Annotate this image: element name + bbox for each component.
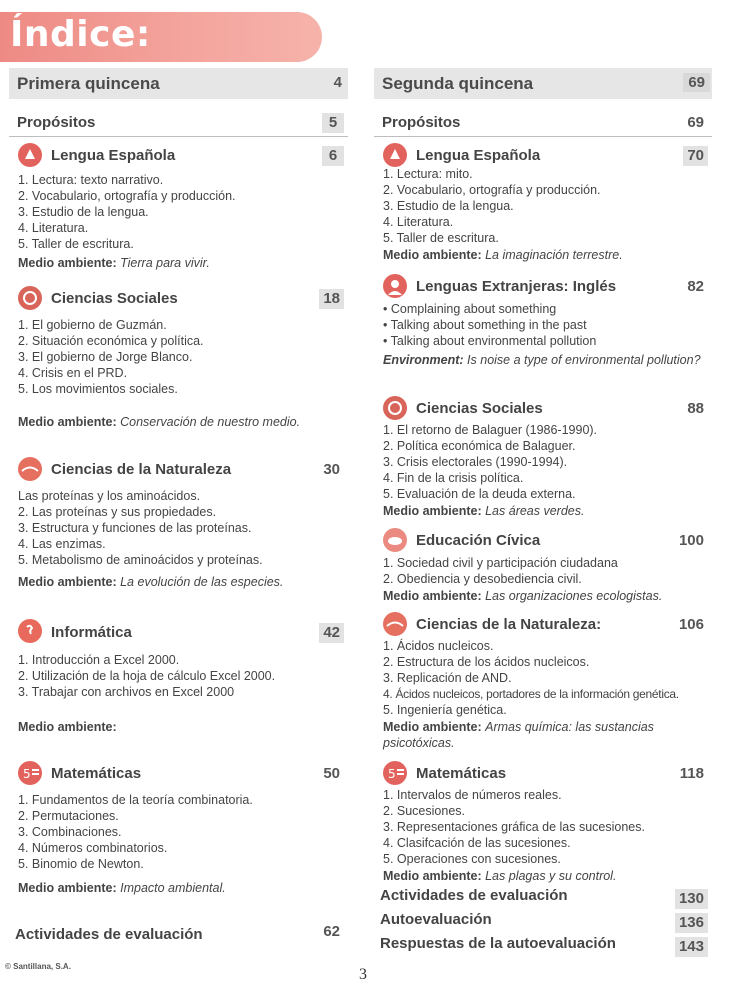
- propositos-label: Propósitos: [17, 114, 96, 131]
- list-item: 1. Ácidos nucleicos.: [383, 639, 494, 653]
- section-page: 70: [683, 146, 708, 166]
- bottom-page: 130: [675, 889, 708, 909]
- section-title: Ciencias de la Naturaleza: [51, 461, 232, 478]
- section-matematicas: [9, 760, 348, 896]
- sociales-icon: [17, 285, 43, 311]
- section-ingles: [374, 273, 712, 368]
- list-item: 2. Sucesiones.: [383, 804, 465, 818]
- section-title: Matemáticas: [416, 765, 507, 782]
- list-item: 5. Taller de escritura.: [18, 237, 134, 251]
- section-ciencias-naturaleza-2: [374, 611, 712, 751]
- section-page: 42: [319, 623, 344, 643]
- list-item: 1. Intervalos de números reales.: [383, 788, 562, 802]
- list-item: 5. Taller de escritura.: [383, 231, 499, 245]
- medio-ambiente: Medio ambiente: La imaginación terrestre.: [383, 248, 623, 262]
- propositos-row: [9, 111, 348, 137]
- section-informatica: [9, 618, 348, 735]
- quincena-title: Segunda quincena: [382, 74, 534, 93]
- list-item: 4. Crisis en el PRD.: [18, 366, 128, 380]
- list-item: 5. Los movimientos sociales.: [18, 382, 178, 396]
- copyright: © Santillana, S.A.: [5, 962, 71, 971]
- quincena-page: 69: [683, 73, 710, 92]
- lengua-icon: [17, 142, 43, 168]
- list-item: 2. Estructura de los ácidos nucleicos.: [383, 655, 590, 669]
- list-item: 2. Vocabulario, ortografía y producción.: [383, 183, 601, 197]
- bottom-page: 143: [675, 937, 708, 957]
- list-item: 2. Utilización de la hoja de cálculo Excel 2000.: [18, 669, 276, 683]
- bottom-label: Respuestas de la autoevaluación: [380, 935, 616, 952]
- list-item: 1. Introducción a Excel 2000.: [18, 653, 180, 667]
- list-item: 1. Lectura: mito.: [383, 167, 473, 181]
- list-item: 3. Estudio de la lengua.: [383, 199, 514, 213]
- propositos-row: [374, 111, 712, 137]
- list-item: 5. Binomio de Newton.: [18, 857, 144, 871]
- section-title: Lengua Española: [416, 147, 541, 164]
- ingles-icon: [382, 273, 408, 299]
- svg-text:5: 5: [388, 767, 396, 781]
- section-page: 118: [679, 765, 704, 782]
- list-item: 4. Ácidos nucleicos, portadores de la información genética.: [383, 687, 679, 701]
- list-item: 2. Obediencia y desobediencia civil.: [383, 572, 582, 586]
- list-item: 2. Las proteínas y sus propiedades.: [18, 505, 217, 519]
- bottom-label: Actividades de evaluación: [380, 887, 568, 904]
- list-item: 4. Clasifcación de las sucesiones.: [383, 836, 571, 850]
- medio-ambiente: Medio ambiente: Conservación de nuestro medio.: [18, 415, 301, 429]
- section-page: 30: [323, 461, 340, 478]
- medio-ambiente: Medio ambiente: Las plagas y su control.: [383, 869, 617, 883]
- list-item: • Complaining about something: [383, 302, 557, 316]
- list-item: 4. Literatura.: [18, 221, 89, 235]
- svg-text:5: 5: [23, 767, 31, 781]
- list-item: 3. Trabajar con archivos en Excel 2000: [18, 685, 235, 699]
- section-title: Ciencias Sociales: [51, 290, 178, 307]
- medio-ambiente: Medio ambiente: Las áreas verdes.: [383, 504, 585, 518]
- section-page: 100: [678, 532, 704, 549]
- medio-ambiente: Medio ambiente: Impacto ambiental.: [18, 881, 226, 895]
- medio-ambiente: Medio ambiente: Las organizaciones ecologistas.: [383, 589, 663, 603]
- matematicas-icon: [17, 760, 43, 786]
- section-lengua-espanola: [9, 142, 348, 271]
- list-item: 4. Fin de la crisis política.: [383, 471, 524, 485]
- page-number: 3: [359, 966, 367, 983]
- bottom-label: Autoevaluación: [380, 911, 492, 928]
- section-title: Ciencias Sociales: [416, 400, 543, 417]
- medio-ambiente: Medio ambiente: Tierra para vivir.: [18, 256, 210, 270]
- list-item: 2. Política económica de Balaguer.: [383, 439, 576, 453]
- list-item: 3. Representaciones gráfica de las sucesiones.: [383, 820, 645, 834]
- list-item: 1. Lectura: texto narrativo.: [18, 173, 164, 187]
- quincena-header: [9, 68, 348, 99]
- section-page: 88: [687, 400, 704, 417]
- propositos-page: 69: [687, 114, 704, 131]
- list-item: 4. Las enzimas.: [18, 537, 106, 551]
- list-item: 2. Situación económica y política.: [18, 334, 204, 348]
- section-page: 50: [323, 765, 340, 782]
- lengua-icon: [382, 142, 408, 168]
- naturaleza-icon: [17, 456, 43, 482]
- section-ciencias-naturaleza: [9, 456, 348, 590]
- section-title: Lenguas Extranjeras: Inglés: [416, 278, 617, 295]
- list-item: 2. Permutaciones.: [18, 809, 119, 823]
- propositos-page: 5: [322, 113, 344, 133]
- section-ciencias-sociales-2: [374, 395, 712, 519]
- section-page: 106: [678, 616, 704, 633]
- list-item: 4. Números combinatorios.: [18, 841, 168, 855]
- quincena-page: 4: [333, 74, 342, 91]
- list-item: 5. Metabolismo de aminoácidos y proteínas.: [18, 553, 263, 567]
- actividades-page: 62: [323, 923, 340, 940]
- list-item: 2. Vocabulario, ortografía y producción.: [18, 189, 236, 203]
- list-item: 1. Fundamentos de la teoría combinatoria.: [18, 793, 253, 807]
- list-item: 3. Crisis electorales (1990-1994).: [383, 455, 568, 469]
- matematicas-icon: [382, 760, 408, 786]
- list-item: 5. Ingeniería genética.: [383, 703, 507, 717]
- bottom-page: 136: [675, 913, 708, 933]
- section-lengua-espanola-2: [374, 142, 712, 263]
- respuestas-row: [374, 935, 712, 957]
- section-title: Educación Cívica: [416, 532, 541, 549]
- quincena-header: [374, 68, 712, 99]
- list-item: 3. Combinaciones.: [18, 825, 122, 839]
- actividades-row: [374, 887, 712, 909]
- list-item: 3. Replicación de AND.: [383, 671, 512, 685]
- actividades-label: Actividades de evaluación: [15, 926, 203, 943]
- informatica-icon: [17, 618, 43, 644]
- section-educacion-civica: [374, 527, 712, 604]
- medio-ambiente: Medio ambiente: La evolución de las especies.: [18, 575, 284, 589]
- right-column: [374, 68, 712, 137]
- medio-ambiente: Medio ambiente:: [18, 720, 117, 734]
- list-item: 1. El retorno de Balaguer (1986-1990).: [383, 423, 598, 437]
- environment-note: Environment: Is noise a type of environmental pollution?: [383, 353, 701, 367]
- list-item: 5. Operaciones con sucesiones.: [383, 852, 561, 866]
- section-page: 6: [322, 146, 344, 166]
- section-matematicas-2: [374, 760, 712, 884]
- list-item: 1. El gobierno de Guzmán.: [18, 318, 167, 332]
- civica-icon: [382, 527, 408, 553]
- medio-ambiente: Medio ambiente: Armas química: las sustancias psicotóxicas.: [383, 720, 654, 750]
- section-title: Matemáticas: [51, 765, 142, 782]
- list-item: 4. Literatura.: [383, 215, 454, 229]
- section-page: 18: [319, 289, 344, 309]
- list-item: 3. Estudio de la lengua.: [18, 205, 149, 219]
- list-item: • Talking about something in the past: [383, 318, 587, 332]
- section-page: 82: [687, 278, 704, 295]
- list-item: 3. El gobierno de Jorge Blanco.: [18, 350, 193, 364]
- list-item: 5. Evaluación de la deuda externa.: [383, 487, 576, 501]
- list-item: Las proteínas y los aminoácidos.: [18, 489, 201, 503]
- list-item: • Talking about environmental pollution: [383, 334, 597, 348]
- section-ciencias-sociales: [9, 285, 348, 430]
- section-title: Ciencias de la Naturaleza:: [416, 616, 602, 633]
- sociales-icon: [382, 395, 408, 421]
- quincena-title: Primera quincena: [17, 74, 160, 93]
- autoevaluacion-row: [374, 911, 712, 933]
- list-item: 1. Sociedad civil y participación ciudadana: [383, 556, 618, 570]
- naturaleza-icon: [382, 611, 408, 637]
- propositos-label: Propósitos: [382, 114, 461, 131]
- page-title: Índice:: [10, 14, 151, 55]
- list-item: 3. Estructura y funciones de las proteínas.: [18, 521, 252, 535]
- section-title: Informática: [51, 624, 132, 641]
- left-column: [9, 68, 348, 137]
- actividades-row: [9, 923, 348, 948]
- section-title: Lengua Española: [51, 147, 176, 164]
